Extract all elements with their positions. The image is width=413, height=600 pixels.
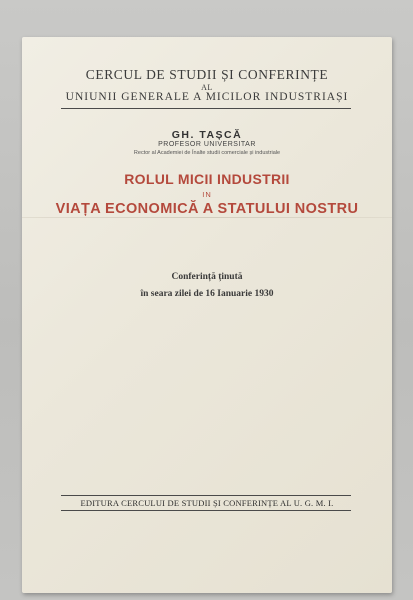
title-connector: IN [202, 190, 212, 199]
subtitle-line-2: în seara zilei de 16 Ianuarie 1930 [140, 289, 274, 299]
title-line-1: ROLUL MICII INDUSTRII [124, 171, 290, 187]
author-position: Rector al Academiei de Înalte studii comerciale și industriale [133, 150, 281, 156]
publisher-rule-bottom [61, 510, 351, 511]
title-line-2: VIAȚA ECONOMICĂ A STATULUI NOSTRU [55, 201, 359, 217]
header-divider [61, 108, 351, 109]
publisher-imprint: EDITURA CERCULUI DE STUDII ȘI CONFERINȚE AL U. G. M. I. [80, 498, 334, 508]
author-title: PROFESOR UNIVERSITAR [158, 141, 256, 148]
paper-fold [22, 217, 392, 218]
organization-line-2: UNIUNII GENERALE A MICILOR INDUSTRIAȘI [65, 91, 349, 103]
author-name: GH. TAȘCĂ [171, 129, 243, 141]
booklet-cover [22, 37, 392, 593]
organization-line-1: CERCUL DE STUDII ȘI CONFERINȚE [85, 67, 329, 82]
organization-connector: AL [201, 83, 213, 92]
subtitle-line-1: Conferință ținută [171, 272, 243, 282]
publisher-rule-top [61, 495, 351, 496]
